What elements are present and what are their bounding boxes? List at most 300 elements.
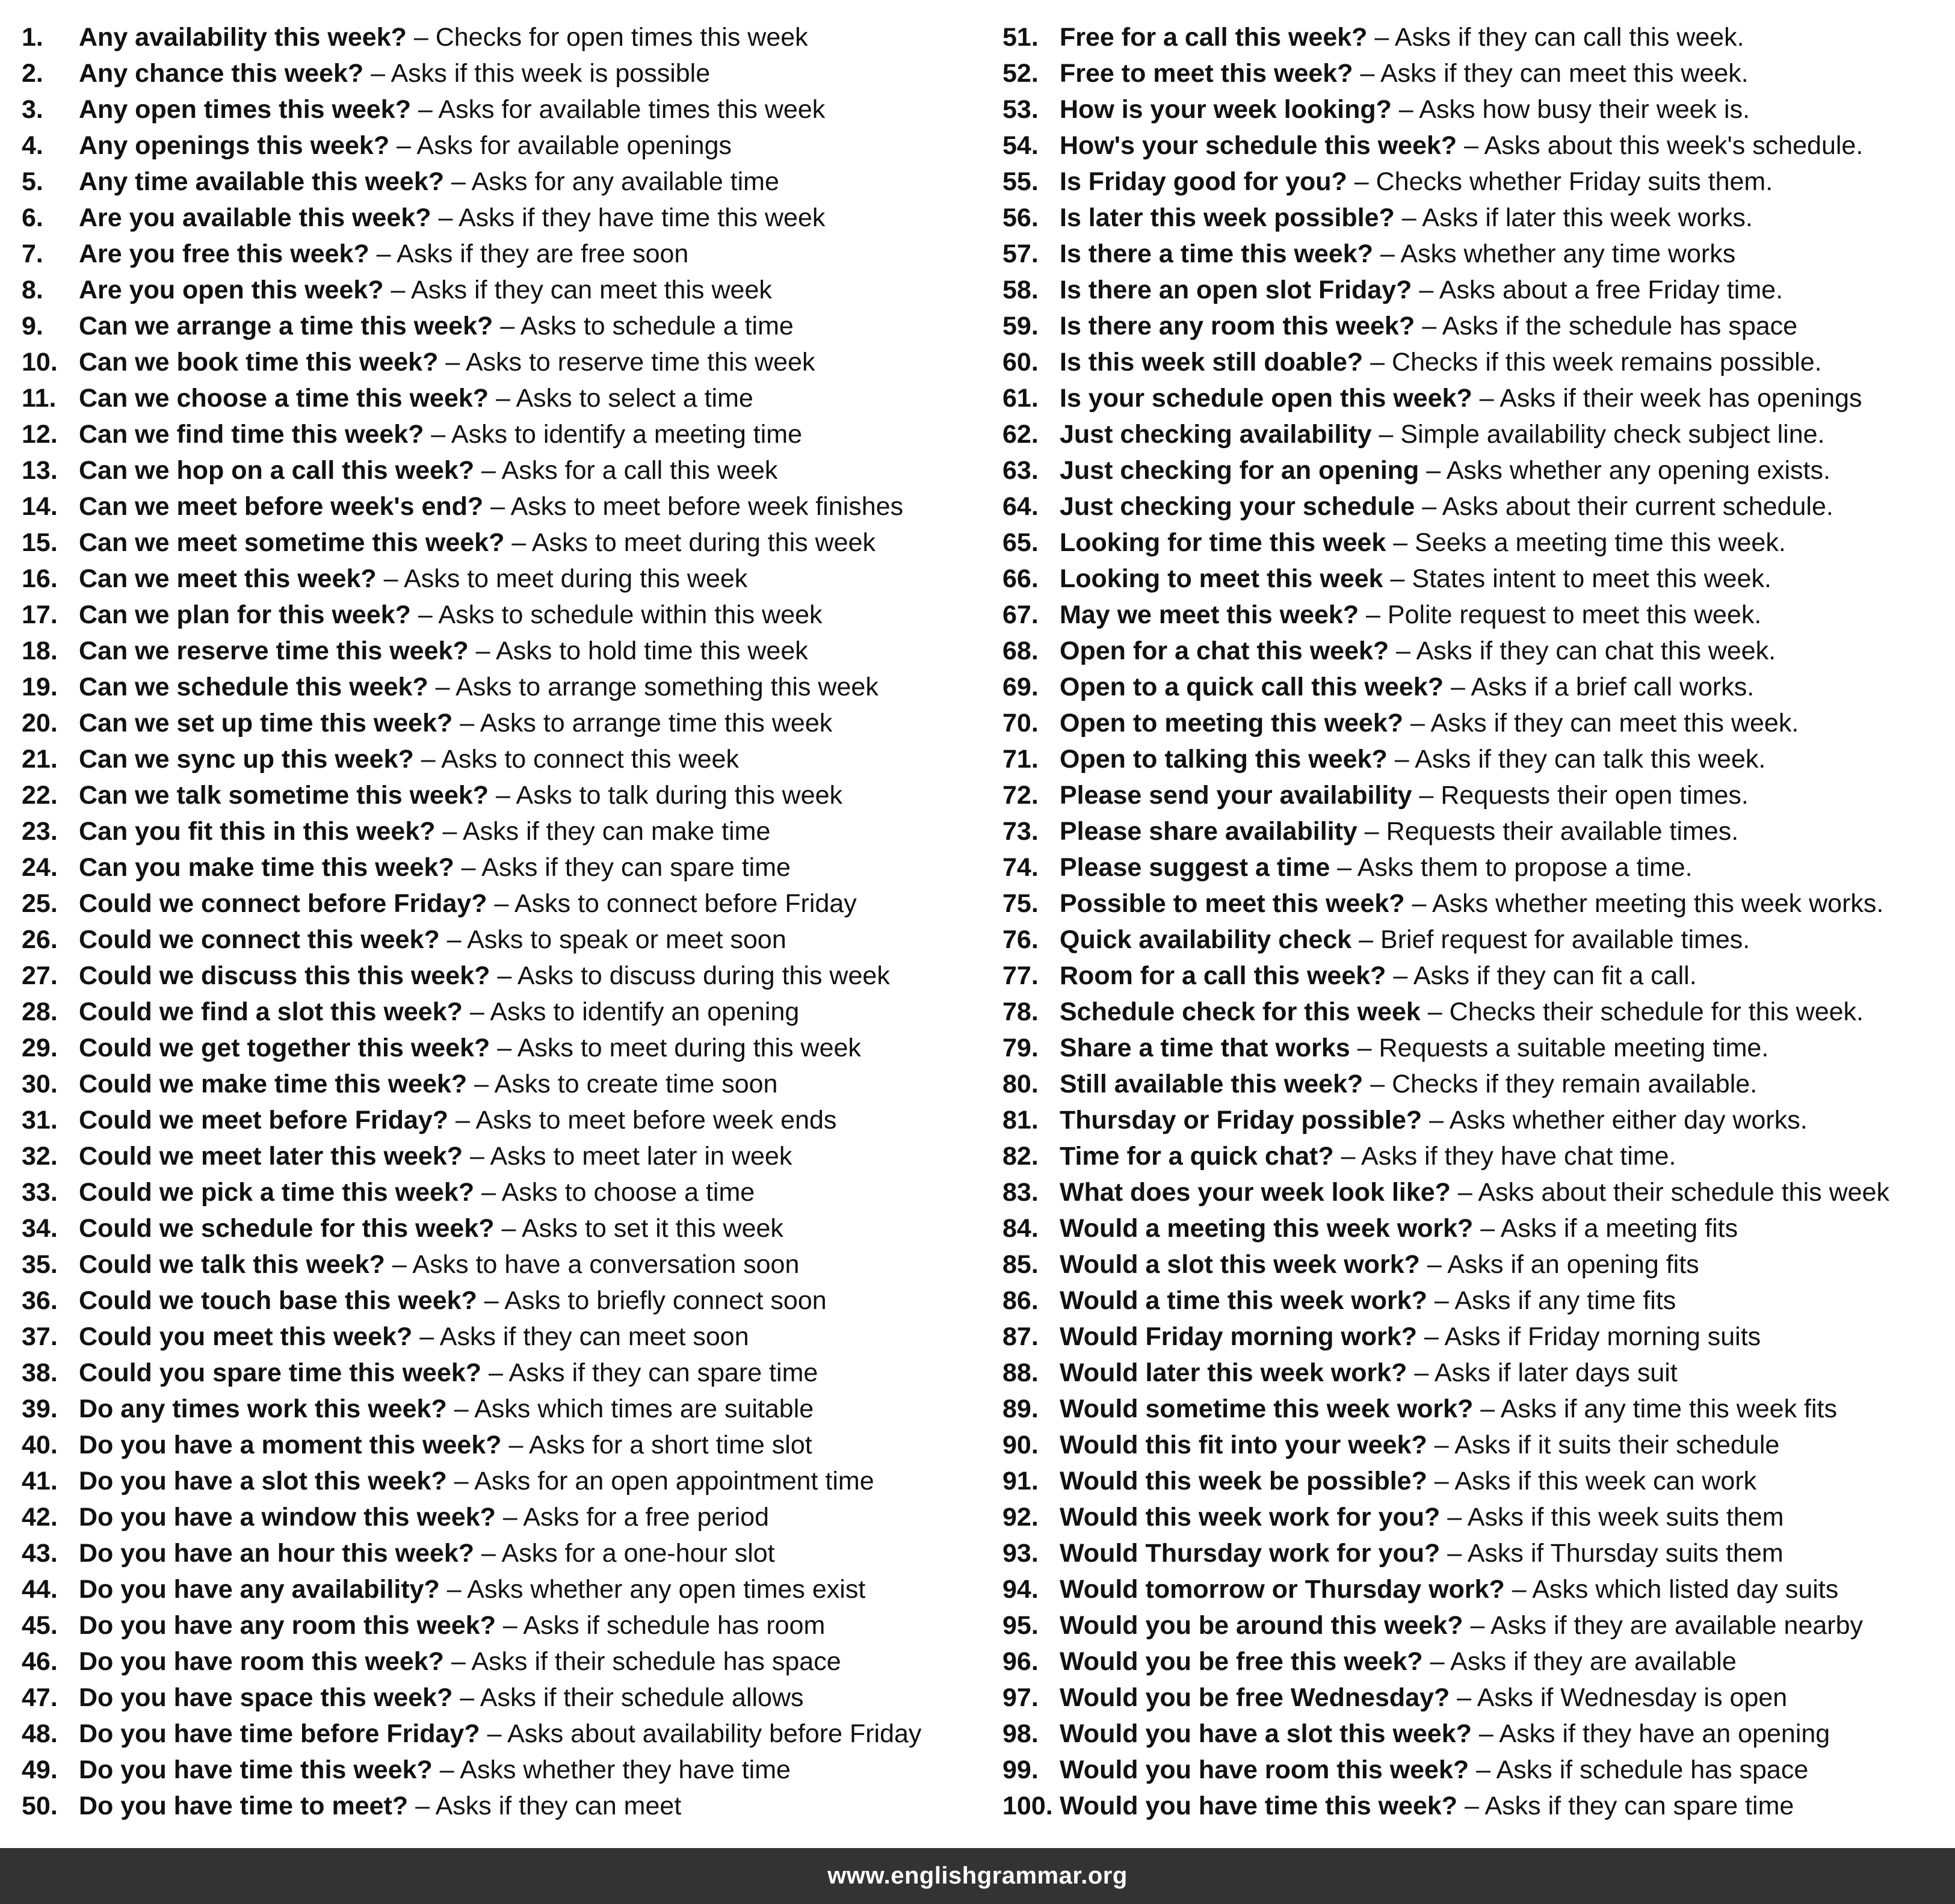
list-item [22, 1607, 984, 1644]
item-description: Checks for open times this week [435, 23, 808, 52]
item-text [1060, 1210, 1738, 1246]
item-phrase: Are you available this week? [79, 203, 431, 232]
item-separator: – [477, 1286, 505, 1315]
list-item [22, 1463, 984, 1499]
item-number: 24. [22, 853, 58, 882]
item-text [79, 272, 772, 308]
item-number: 94. [1002, 1575, 1039, 1604]
item-description: Asks if any time fits [1454, 1286, 1676, 1315]
item-number: 48. [22, 1719, 58, 1748]
item-separator: – [383, 276, 411, 304]
item-phrase: Could we connect this week? [79, 925, 440, 954]
list-item [22, 236, 984, 272]
list-item [1002, 1174, 1947, 1210]
list-item [22, 200, 984, 236]
item-number: 12. [22, 420, 58, 449]
item-description: Asks if this week suits them [1467, 1503, 1784, 1532]
list-item [1002, 1066, 1947, 1102]
item-description: Asks to hold time this week [496, 636, 808, 665]
item-description: Asks whether they have time [460, 1755, 791, 1784]
item-separator: – [1391, 95, 1419, 124]
list-item [1002, 380, 1947, 416]
list-item [22, 19, 984, 55]
list-item [22, 633, 984, 669]
list-item [1002, 1246, 1947, 1283]
item-description: Asks if a brief call works. [1471, 673, 1755, 701]
item-number: 36. [22, 1286, 58, 1315]
item-separator: – [1363, 348, 1392, 377]
item-separator: – [1473, 1214, 1501, 1243]
item-phrase: Open to meeting this week? [1060, 709, 1404, 738]
item-phrase: Would this week be possible? [1060, 1467, 1427, 1496]
item-separator: – [490, 961, 517, 990]
item-description: Asks if they can meet [435, 1792, 682, 1820]
item-number: 89. [1002, 1394, 1039, 1423]
item-description: Asks if schedule has room [523, 1611, 826, 1640]
item-separator: – [1472, 384, 1500, 413]
item-number: 8. [22, 276, 43, 304]
item-description: Asks to identify a meeting time [451, 420, 803, 449]
list-item [22, 1283, 984, 1319]
item-separator: – [444, 167, 472, 196]
item-number: 69. [1002, 673, 1039, 701]
item-text [79, 1535, 775, 1571]
item-number: 14. [22, 492, 58, 521]
list-item [1002, 1499, 1947, 1535]
item-phrase: Are you open this week? [79, 276, 384, 304]
item-text [79, 308, 794, 344]
item-description: Asks if they have time this week [458, 203, 826, 232]
item-description: Asks to meet during this week [517, 1034, 861, 1062]
item-separator: – [410, 600, 439, 629]
list-item [22, 525, 984, 561]
item-phrase: Do you have an hour this week? [79, 1539, 475, 1568]
item-number: 18. [22, 636, 58, 665]
item-number: 1. [22, 23, 43, 52]
item-description: Asks if an opening fits [1447, 1250, 1699, 1279]
item-description: Asks if schedule has space [1496, 1755, 1809, 1784]
item-phrase: Any open times this week? [79, 95, 411, 124]
item-text [1060, 849, 1693, 886]
item-separator: – [446, 1467, 475, 1496]
item-text [79, 164, 779, 200]
item-text [1060, 1319, 1761, 1355]
list-item [1002, 344, 1947, 380]
item-text [1060, 236, 1735, 272]
item-text [1060, 1788, 1794, 1824]
item-phrase: Any availability this week? [79, 23, 407, 52]
item-separator: – [468, 636, 496, 665]
item-description: Asks if this week is possible [391, 59, 711, 88]
item-text [1060, 1607, 1863, 1644]
item-separator: – [363, 59, 391, 88]
item-separator: – [1353, 59, 1380, 88]
item-separator: – [1473, 1394, 1501, 1423]
list-item [22, 55, 984, 91]
item-number: 49. [22, 1755, 58, 1784]
item-number: 29. [22, 1034, 58, 1062]
list-item [1002, 1427, 1947, 1463]
item-description: Asks if the schedule has space [1442, 312, 1798, 340]
item-number: 73. [1002, 817, 1039, 846]
item-separator: – [1450, 1683, 1477, 1712]
list-item [1002, 741, 1947, 777]
list-item [22, 1246, 984, 1283]
item-number: 66. [1002, 564, 1039, 593]
list-item [1002, 958, 1947, 994]
list-item [1002, 597, 1947, 633]
item-phrase: Would you have time this week? [1060, 1792, 1458, 1820]
item-text [79, 922, 786, 958]
item-phrase: Do you have space this week? [79, 1683, 453, 1712]
list-item [22, 849, 984, 886]
item-number: 17. [22, 600, 58, 629]
item-separator: – [1363, 1070, 1392, 1098]
item-phrase: How's your schedule this week? [1060, 131, 1457, 160]
item-text [1060, 1102, 1808, 1138]
item-phrase: Would this fit into your week? [1060, 1431, 1427, 1459]
item-text [1060, 1246, 1699, 1283]
list-item [1002, 1752, 1947, 1788]
item-number: 63. [1002, 456, 1039, 485]
item-number: 11. [22, 384, 57, 413]
item-description: Asks for a call this week [501, 456, 778, 485]
item-separator: – [1350, 1034, 1379, 1062]
item-separator: – [412, 1322, 440, 1351]
item-text [79, 1355, 818, 1391]
item-description: Asks to talk during this week [516, 781, 843, 810]
item-text [79, 561, 747, 597]
item-number: 16. [22, 564, 58, 593]
item-phrase: Could you spare time this week? [79, 1358, 482, 1387]
item-number: 84. [1002, 1214, 1039, 1243]
item-description: Asks if they can talk this week. [1415, 745, 1766, 774]
item-description: Asks about a free Friday time. [1439, 276, 1784, 304]
item-text [1060, 561, 1771, 597]
item-number: 100. [1002, 1792, 1053, 1820]
left-column [22, 19, 984, 1824]
item-description: Asks to speak or meet soon [467, 925, 786, 954]
item-number: 45. [22, 1611, 58, 1640]
item-text [79, 705, 832, 741]
list-item [22, 488, 984, 525]
item-description: Asks for a short time slot [528, 1431, 812, 1459]
item-phrase: Can we schedule this week? [79, 673, 428, 701]
item-description: Asks if it suits their schedule [1454, 1431, 1780, 1459]
item-text [79, 55, 710, 91]
item-description: Asks if Thursday suits them [1467, 1539, 1784, 1568]
item-phrase: Room for a call this week? [1060, 961, 1386, 990]
item-phrase: Any openings this week? [79, 131, 390, 160]
item-text [1060, 886, 1883, 922]
list-item [22, 813, 984, 849]
list-item [1002, 633, 1947, 669]
item-text [1060, 1066, 1757, 1102]
item-number: 76. [1002, 925, 1039, 954]
item-phrase: Do you have a window this week? [79, 1503, 496, 1532]
item-description: Asks to meet later in week [490, 1142, 792, 1171]
list-item [1002, 1319, 1947, 1355]
item-phrase: Could we touch base this week? [79, 1286, 477, 1315]
item-text [1060, 272, 1783, 308]
item-number: 2. [22, 59, 43, 88]
item-text [1060, 1571, 1838, 1607]
list-item [22, 922, 984, 958]
item-phrase: Can you make time this week? [79, 853, 454, 882]
list-item [1002, 1716, 1947, 1752]
item-separator: – [1387, 745, 1415, 774]
item-description: Asks if they are available [1450, 1647, 1737, 1676]
item-text [79, 994, 799, 1030]
item-separator: – [446, 1394, 475, 1423]
item-separator: – [369, 239, 397, 268]
list-item [1002, 922, 1947, 958]
item-separator: – [493, 312, 520, 340]
item-text [1060, 1030, 1768, 1066]
item-phrase: Would you have room this week? [1060, 1755, 1469, 1784]
item-number: 67. [1002, 600, 1039, 629]
item-description: Asks if this week can work [1454, 1467, 1757, 1496]
item-number: 42. [22, 1503, 58, 1532]
item-description: Requests their available times. [1386, 817, 1739, 846]
item-separator: – [1367, 23, 1395, 52]
item-text [79, 1391, 814, 1427]
item-description: Checks whether Friday suits them. [1376, 167, 1773, 196]
item-description: Asks them to propose a time. [1357, 853, 1693, 882]
item-phrase: Just checking your schedule [1060, 492, 1415, 521]
item-text [1060, 777, 1749, 813]
list-item [1002, 308, 1947, 344]
item-number: 53. [1002, 95, 1039, 124]
item-separator: – [1412, 781, 1441, 810]
item-text [79, 633, 808, 669]
item-text [79, 1716, 921, 1752]
item-separator: – [1412, 276, 1439, 304]
item-separator: – [1450, 1178, 1478, 1207]
item-text [79, 669, 879, 705]
list-item [1002, 1644, 1947, 1680]
item-separator: – [1333, 1142, 1362, 1171]
item-description: Asks to meet during this week [531, 528, 876, 557]
list-item [1002, 561, 1947, 597]
item-phrase: Can we choose a time this week? [79, 384, 489, 413]
item-phrase: Is there an open slot Friday? [1060, 276, 1412, 304]
item-phrase: Schedule check for this week [1060, 997, 1421, 1026]
item-text [79, 958, 890, 994]
item-number: 46. [22, 1647, 58, 1676]
item-separator: – [376, 564, 404, 593]
item-number: 41. [22, 1467, 58, 1496]
item-text [79, 1463, 874, 1499]
item-phrase: Do you have time to meet? [79, 1792, 409, 1820]
item-description: Simple availability check subject line. [1400, 420, 1825, 449]
item-description: Asks if their week has openings [1499, 384, 1862, 413]
item-phrase: Is your schedule open this week? [1060, 384, 1472, 413]
item-number: 31. [22, 1106, 58, 1135]
item-description: Asks if they can chat this week. [1416, 636, 1776, 665]
item-text [1060, 19, 1744, 55]
item-description: Asks if later days suit [1434, 1358, 1678, 1387]
item-number: 37. [22, 1322, 58, 1351]
item-description: Asks if their schedule has space [471, 1647, 841, 1676]
item-separator: – [489, 384, 516, 413]
item-text [1060, 525, 1786, 561]
item-description: Asks whether either day works. [1449, 1106, 1808, 1135]
item-text [79, 1102, 836, 1138]
item-separator: – [413, 745, 442, 774]
list-item [22, 1644, 984, 1680]
item-number: 15. [22, 528, 58, 557]
item-text [79, 1427, 812, 1463]
list-item [1002, 91, 1947, 128]
item-separator: – [1415, 312, 1442, 340]
list-item [22, 1680, 984, 1716]
item-phrase: Can we meet this week? [79, 564, 377, 593]
item-phrase: Share a time that works [1060, 1034, 1350, 1062]
item-separator: – [1427, 1431, 1455, 1459]
item-description: Asks to briefly connect soon [504, 1286, 827, 1315]
item-description: Asks about their schedule this week [1478, 1178, 1889, 1207]
item-phrase: Would later this week work? [1060, 1358, 1407, 1387]
item-number: 54. [1002, 131, 1039, 160]
item-text [79, 525, 876, 561]
list-item [1002, 1463, 1947, 1499]
item-number: 47. [22, 1683, 58, 1712]
item-description: Seeks a meeting time this week. [1415, 528, 1786, 557]
item-description: Checks if they remain available. [1392, 1070, 1758, 1098]
list-item [1002, 200, 1947, 236]
item-text [1060, 813, 1738, 849]
item-description: Asks which listed day suits [1532, 1575, 1839, 1604]
item-separator: – [408, 1792, 436, 1820]
item-phrase: Do you have room this week? [79, 1647, 444, 1676]
item-separator: – [428, 673, 456, 701]
list-item [22, 380, 984, 416]
item-number: 20. [22, 709, 58, 738]
item-text [79, 1319, 749, 1355]
item-number: 75. [1002, 889, 1039, 918]
item-separator: – [1383, 564, 1412, 593]
item-number: 79. [1002, 1034, 1039, 1062]
item-description: Asks if they have chat time. [1361, 1142, 1676, 1171]
item-number: 6. [22, 203, 43, 232]
item-phrase: Would this week work for you? [1060, 1503, 1441, 1532]
item-separator: – [495, 1611, 523, 1640]
list-item [22, 1571, 984, 1607]
list-item [22, 416, 984, 452]
list-item [1002, 1102, 1947, 1138]
item-text [79, 200, 825, 236]
footer-url[interactable]: www.englishgrammar.org [827, 1862, 1128, 1889]
list-item [1002, 1607, 1947, 1644]
item-phrase: Do any times work this week? [79, 1394, 447, 1423]
list-item [1002, 1788, 1947, 1824]
item-phrase: Looking for time this week [1060, 528, 1386, 557]
item-text [1060, 922, 1750, 958]
item-description: Asks for available times this week [438, 95, 826, 124]
item-separator: – [474, 1539, 502, 1568]
item-description: Asks if they can fit a call. [1413, 961, 1697, 990]
item-separator: – [1504, 1575, 1533, 1604]
item-phrase: Would sometime this week work? [1060, 1394, 1474, 1423]
list-item [1002, 813, 1947, 849]
item-separator: – [1386, 528, 1415, 557]
item-separator: – [1403, 709, 1431, 738]
list-item [1002, 1138, 1947, 1174]
item-number: 40. [22, 1431, 58, 1459]
item-number: 99. [1002, 1755, 1039, 1784]
item-phrase: Could we talk this week? [79, 1250, 385, 1279]
item-number: 10. [22, 348, 58, 377]
item-separator: – [1469, 1755, 1496, 1784]
item-separator: – [1463, 1611, 1490, 1640]
item-separator: – [431, 203, 459, 232]
item-number: 28. [22, 997, 58, 1026]
item-text [1060, 1427, 1779, 1463]
list-item [1002, 1535, 1947, 1571]
item-phrase: Free for a call this week? [1060, 23, 1368, 52]
item-separator: – [467, 1070, 495, 1098]
item-separator: – [1394, 203, 1422, 232]
item-description: Asks to meet before week finishes [510, 492, 904, 521]
item-description: Asks if they can meet this week. [1430, 709, 1799, 738]
item-phrase: Do you have any room this week? [79, 1611, 496, 1640]
item-text [1060, 994, 1864, 1030]
item-phrase: Please send your availability [1060, 781, 1412, 810]
item-number: 60. [1002, 348, 1039, 377]
item-description: Asks if they are free soon [397, 239, 689, 268]
item-text [1060, 1138, 1676, 1174]
item-number: 78. [1002, 997, 1039, 1026]
item-phrase: Open to a quick call this week? [1060, 673, 1444, 701]
item-separator: – [1422, 1106, 1450, 1135]
item-number: 22. [22, 781, 58, 810]
item-description: Asks to set it this week [521, 1214, 783, 1243]
item-separator: – [1386, 961, 1413, 990]
item-description: Asks to schedule within this week [438, 600, 823, 629]
item-description: Asks if Wednesday is open [1477, 1683, 1788, 1712]
item-phrase: How is your week looking? [1060, 95, 1392, 124]
item-text [1060, 1680, 1787, 1716]
item-description: Asks for any available time [471, 167, 779, 196]
item-number: 25. [22, 889, 58, 918]
item-number: 95. [1002, 1611, 1039, 1640]
item-number: 92. [1002, 1503, 1039, 1532]
right-column [1002, 19, 1947, 1824]
item-phrase: Can we arrange a time this week? [79, 312, 493, 340]
item-description: Asks about availability before Friday [507, 1719, 922, 1748]
item-phrase: Quick availability check [1060, 925, 1352, 954]
item-separator: – [435, 817, 463, 846]
item-separator: – [443, 1647, 472, 1676]
item-number: 61. [1002, 384, 1039, 413]
item-number: 90. [1002, 1431, 1039, 1459]
item-description: Checks if this week remains possible. [1392, 348, 1822, 377]
item-number: 4. [22, 131, 43, 160]
list-item [1002, 849, 1947, 886]
item-number: 9. [22, 312, 43, 340]
list-item [1002, 128, 1947, 164]
item-description: Asks about their current schedule. [1442, 492, 1833, 521]
item-separator: – [1417, 1322, 1445, 1351]
list-item [22, 777, 984, 813]
item-phrase: Do you have any availability? [79, 1575, 440, 1604]
item-number: 13. [22, 456, 58, 485]
item-description: Asks for an open appointment time [474, 1467, 874, 1496]
item-description: Asks to meet during this week [404, 564, 748, 593]
list-item [22, 1499, 984, 1535]
item-text [79, 1174, 755, 1210]
